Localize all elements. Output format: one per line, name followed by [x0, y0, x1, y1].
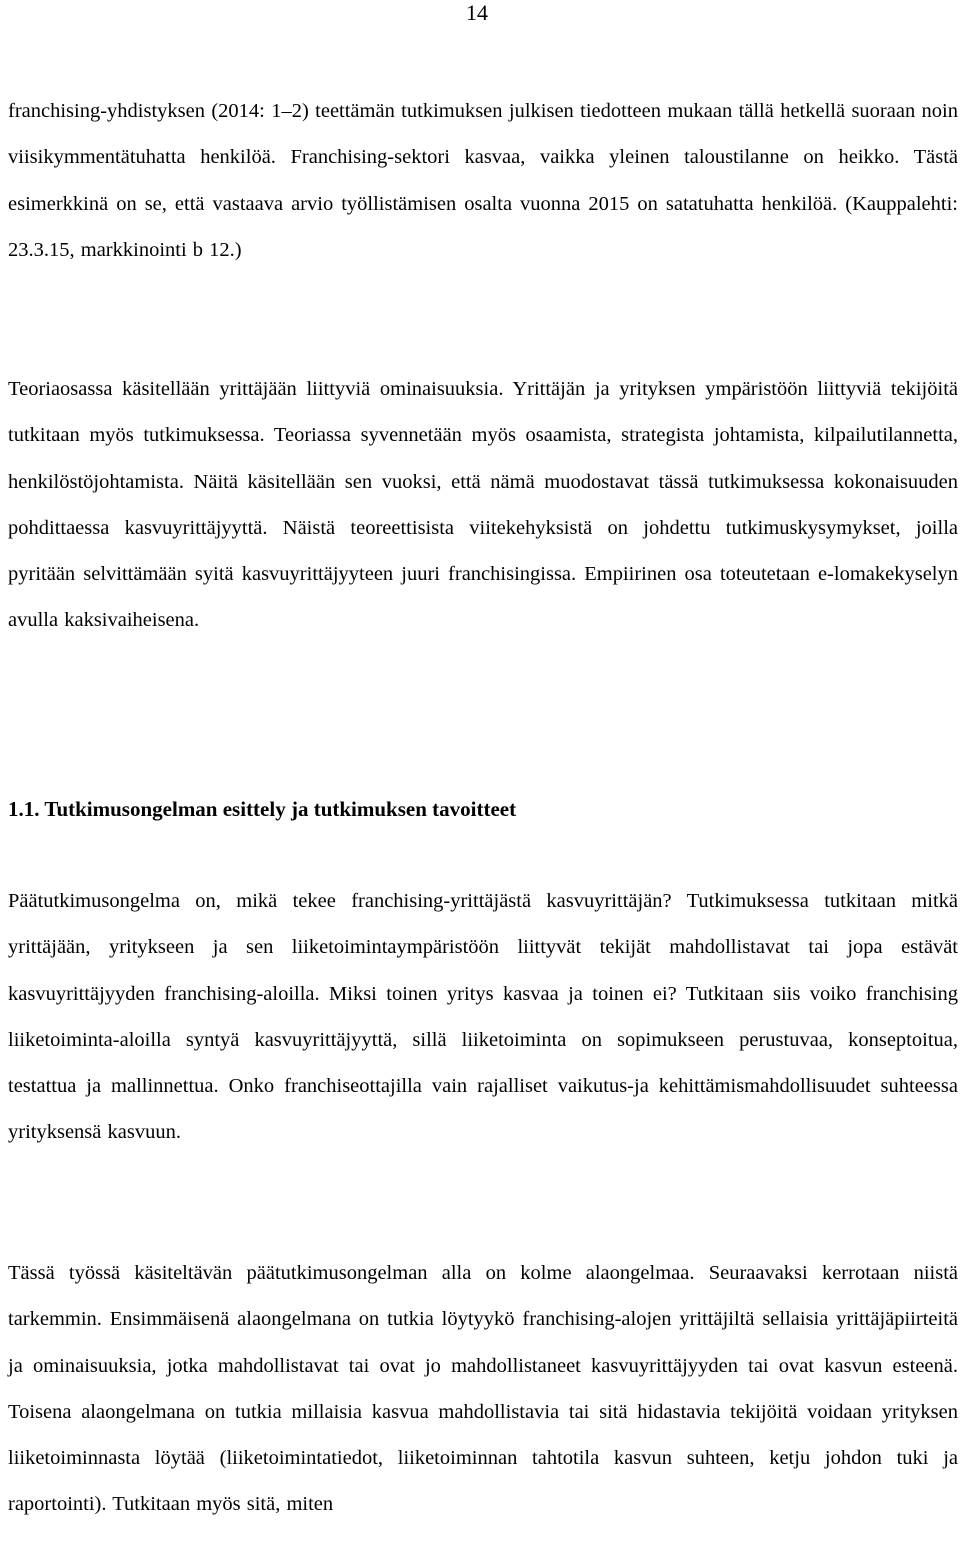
section-heading: 1.1. Tutkimusongelman esittely ja tutkimuksen tavoitteet: [8, 797, 517, 821]
paragraph-theory: Teoriaosassa käsitellään yrittäjään liittyviä ominaisuuksia. Yrittäjän ja yrityksen ympäristöön liittyviä tekijöitä tutkitaan myös tutkimuksessa. Teoriassa syvennetään myös osaamista, strategista johtamista, kilpailutilannetta, henkilöstöjohtamista. Näitä käsitellään sen vuoksi, että nämä muodostavat tässä tutkimuksessa kokonaisuuden pohdittaessa kasvuyrittäjyyttä. Näistä teoreettisista viitekehyksistä on johdettu tutkimuskysymykset, joilla pyritään selvittämään syitä kasvuyrittäjyyteen juuri franchisingissa. Empiirinen osa toteutetaan e-lomakekyselyn avulla kaksivaiheisena.: [8, 378, 958, 632]
page-number: 14: [466, 0, 488, 25]
paragraph-main-problem: Päätutkimusongelma on, mikä tekee franchising-yrittäjästä kasvuyrittäjän? Tutkimuksessa tutkitaan mitkä yrittäjään, yritykseen ja sen liiketoimintaympäristöön liittyvät tekijät mahdollistavat tai jopa estävät kasvuyrittäjyyden franchising-aloilla. Miksi toinen yritys kasvaa ja toinen ei? Tutkitaan siis voiko franchising liiketoiminta-aloilla syntyä kasvuyrittäjyyttä, sillä liiketoiminta on sopimukseen perustuvaa, konseptoitua, testattua ja mallinnettua. Onko franchiseottajilla vain rajalliset vaikutus-ja kehittämismahdollisuudet suhteessa yrityksensä kasvuun.: [8, 890, 958, 1144]
paragraph-sub-problems: Tässä työssä käsiteltävän päätutkimusongelman alla on kolme alaongelmaa. Seuraavaksi kerrotaan niistä tarkemmin. Ensimmäisenä alaongelmana on tutkia löytyykö franchising-alojen yrittäjiltä sellaisia yrittäjäpiirteitä ja ominaisuuksia, jotka mahdollistavat tai ovat jo mahdollistaneet kasvuyrittäjyyden tai ovat kasvun esteenä. Toisena alaongelmana on tutkia millaisia kasvua mahdollistavia tai sitä hidastavia tekijöitä voidaan yrityksen liiketoiminnasta löytää (liiketoimintatiedot, liiketoiminnan tahtotila kasvun suhteen, ketju johdon tuki ja raportointi). Tutkitaan myös sitä, miten: [8, 1262, 958, 1516]
paragraph-intro: franchising-yhdistyksen (2014: 1–2) teettämän tutkimuksen julkisen tiedotteen mukaan tällä hetkellä suoraan noin viisikymmentätuhatta henkilöä. Franchising-sektori kasvaa, vaikka yleinen taloustilanne on heikko. Tästä esimerkkinä on se, että vastaava arvio työllistämisen osalta vuonna 2015 on satatuhatta henkilöä. (Kauppalehti: 23.3.15, markkinointi b 12.): [8, 100, 958, 261]
